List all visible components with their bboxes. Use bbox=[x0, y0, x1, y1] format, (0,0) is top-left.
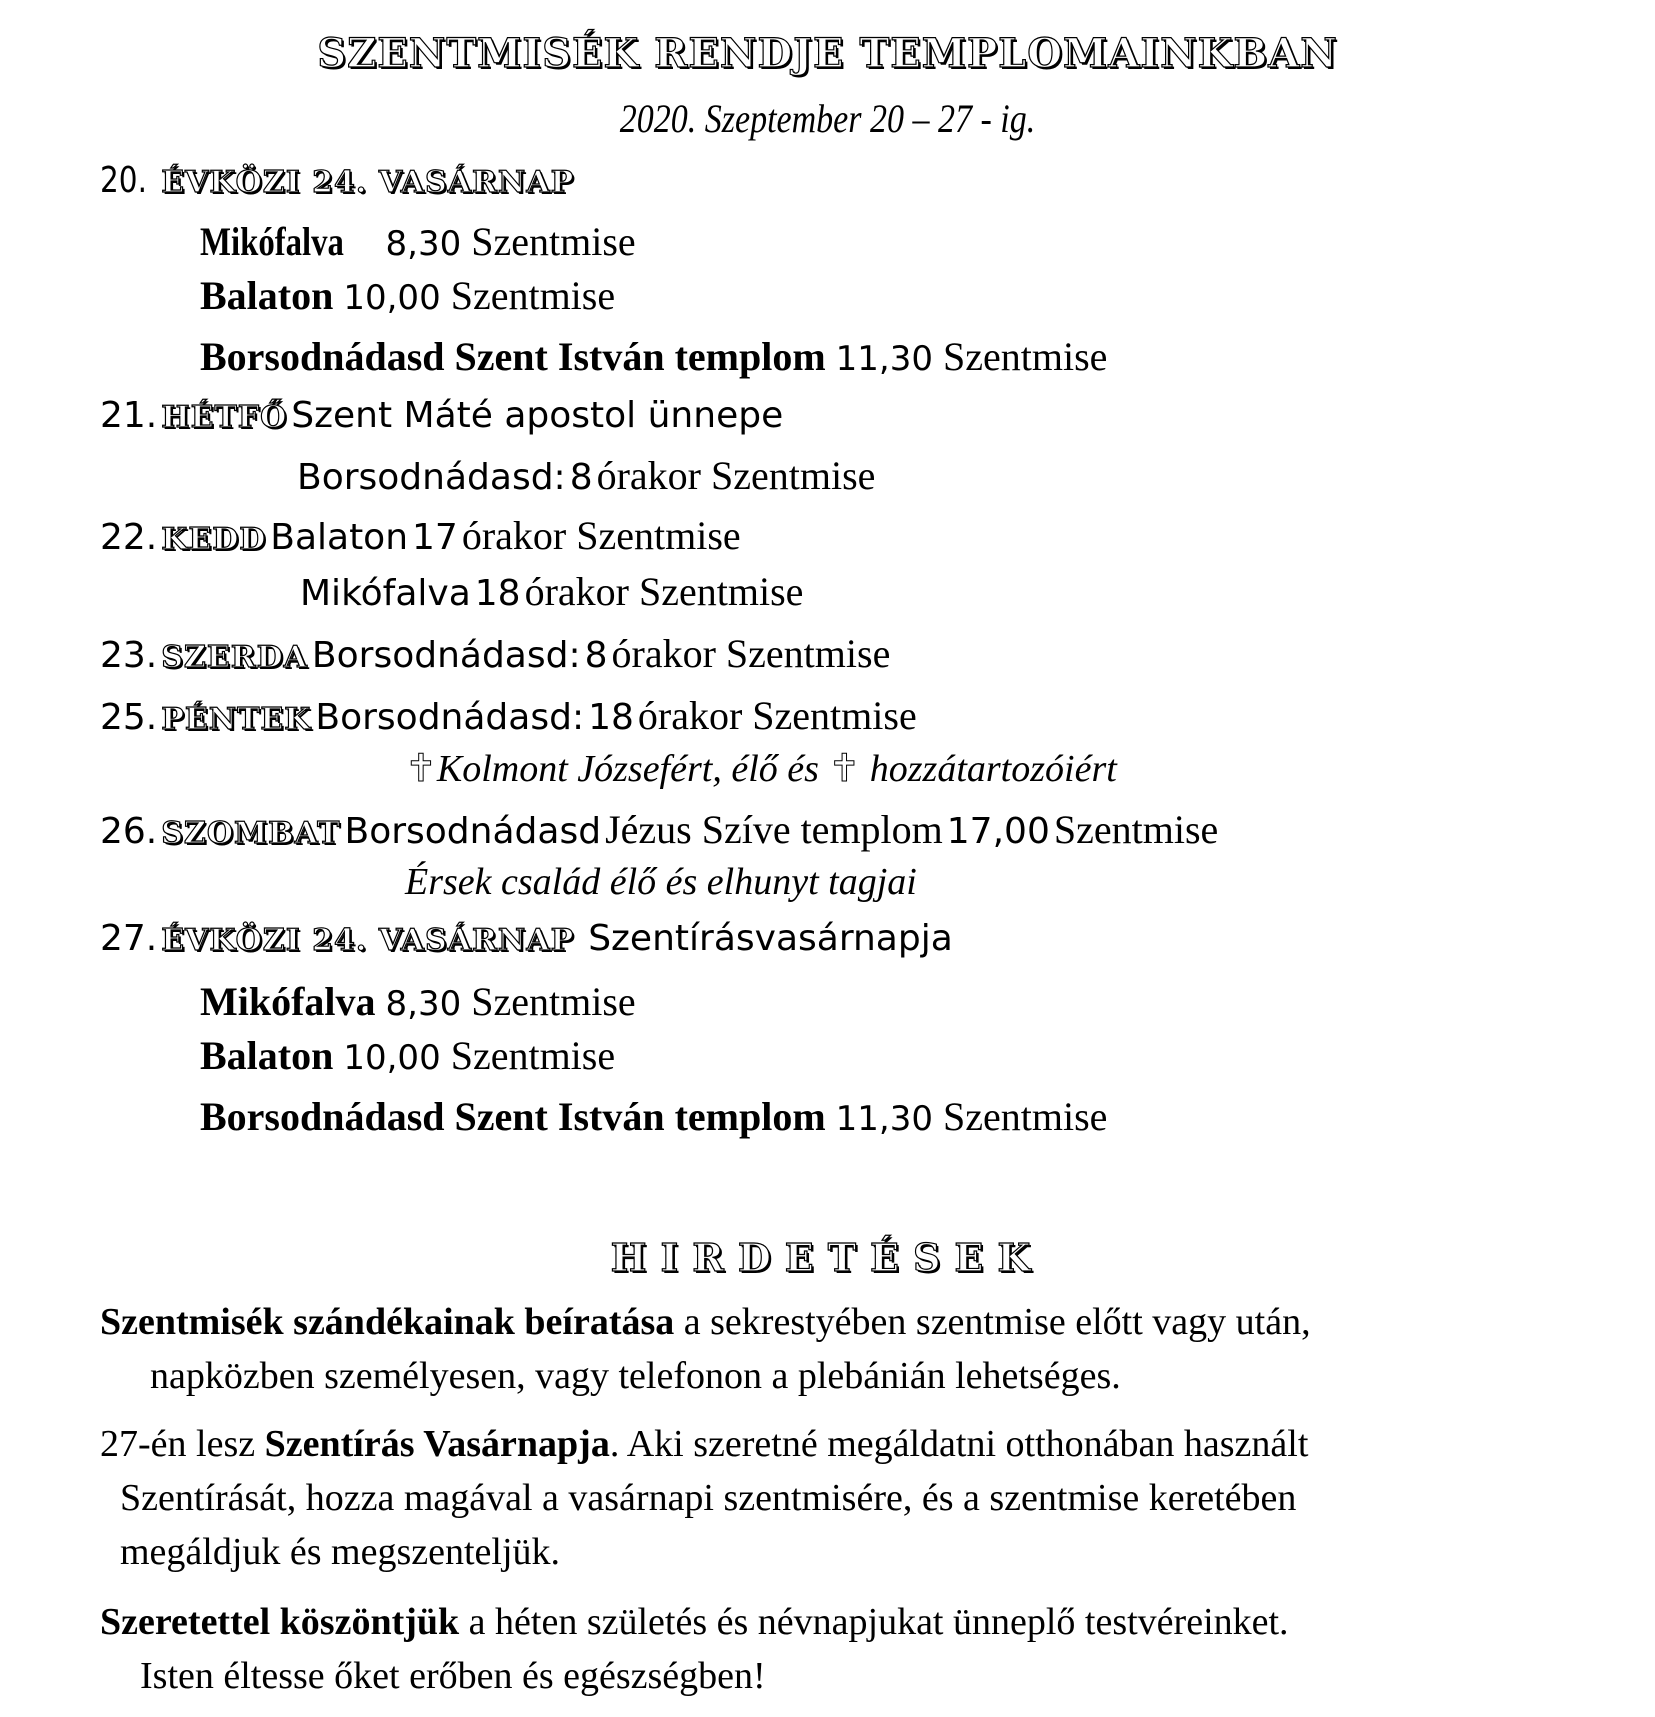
mass-place: Balaton bbox=[200, 273, 334, 318]
mass-time: 17 bbox=[412, 517, 458, 558]
day-name: PÉNTEK bbox=[161, 702, 312, 737]
mass-time: 17,00 bbox=[946, 811, 1050, 852]
mass-place: Mikófalva bbox=[200, 979, 376, 1024]
schedule-day-22 bbox=[100, 512, 741, 559]
announcements-title: HIRDETÉSEK bbox=[610, 1235, 1045, 1280]
mass-place: Balaton bbox=[200, 1033, 334, 1078]
mass-entry bbox=[200, 218, 636, 265]
date-number: 26. bbox=[100, 811, 158, 852]
mass-place: Mikófalva bbox=[200, 219, 344, 264]
schedule-day-23 bbox=[100, 630, 890, 677]
mass-entry bbox=[200, 978, 636, 1025]
mass-time: 11,30 bbox=[835, 339, 933, 379]
announcement-text: a sekrestyében szentmise előtt vagy után, bbox=[674, 1301, 1311, 1343]
mass-label: órakor Szentmise bbox=[596, 453, 876, 498]
mass-entry bbox=[200, 333, 1107, 380]
mass-label: órakor Szentmise bbox=[524, 569, 804, 614]
mass-place: Borsodnádasd bbox=[344, 811, 602, 852]
mass-label: Szentmise bbox=[450, 1033, 616, 1078]
announcement-text: a héten születés és névnapjukat ünneplő testvéreinket. bbox=[459, 1601, 1289, 1643]
mass-intention: Érsek család élő és elhunyt tagjai bbox=[405, 861, 917, 903]
mass-label: órakor Szentmise bbox=[461, 513, 741, 558]
mass-intention bbox=[405, 746, 1117, 791]
announcement-text: megáldjuk és megszenteljük. bbox=[120, 1531, 561, 1573]
mass-entry bbox=[300, 568, 803, 615]
schedule-day-27 bbox=[100, 918, 953, 959]
mass-place: Borsodnádasd Szent István templom bbox=[200, 1094, 826, 1139]
mass-label: Szentmise bbox=[1053, 807, 1219, 852]
mass-label: Szentmise bbox=[471, 219, 636, 264]
mass-time: 10,00 bbox=[343, 1038, 441, 1078]
schedule-day-25 bbox=[100, 692, 917, 739]
announcement-text: Szentírását, hozza magával a vasárnapi szentmisére, és a szentmise keretében bbox=[120, 1477, 1297, 1519]
day-name: ÉVKÖZI 24. VASÁRNAP bbox=[161, 165, 575, 200]
page-title: SZENTMISÉK RENDJE TEMPLOMAINKBAN bbox=[317, 30, 1338, 77]
mass-place: Borsodnádasd Szent István templom bbox=[200, 334, 826, 379]
schedule-day-21 bbox=[100, 395, 783, 436]
mass-place: Borsodnádasd: bbox=[297, 457, 566, 498]
feast-name: Szent Máté apostol ünnepe bbox=[291, 395, 784, 436]
mass-entry bbox=[200, 1093, 1107, 1140]
mass-label: órakor Szentmise bbox=[637, 693, 917, 738]
mass-entry bbox=[200, 272, 615, 319]
cross-icon: ✝ bbox=[828, 748, 861, 790]
announcement-bold: Szentmisék szándékainak beíratása bbox=[100, 1301, 675, 1343]
announcement-bold: Szeretettel köszöntjük bbox=[100, 1601, 460, 1643]
mass-time: 18 bbox=[474, 573, 521, 614]
date-number: 27. bbox=[100, 918, 158, 959]
schedule-day-20 bbox=[100, 160, 574, 201]
mass-label: Szentmise bbox=[450, 273, 616, 318]
announcement-text: 27-én lesz bbox=[100, 1423, 265, 1465]
feast-name: Szentírásvasárnapja bbox=[588, 918, 953, 959]
date-number: 20. bbox=[100, 160, 147, 201]
mass-time: 11,30 bbox=[835, 1099, 933, 1139]
date-number: 22. bbox=[100, 517, 158, 558]
mass-place: Borsodnádasd: bbox=[315, 697, 585, 738]
cross-icon: ✝ bbox=[405, 748, 437, 790]
announcement-text: napközben személyesen, vagy telefonon a plebánián lehetséges. bbox=[150, 1355, 1121, 1397]
day-name: SZOMBAT bbox=[161, 816, 341, 851]
intention-text: hozzátartozóiért bbox=[869, 748, 1117, 790]
day-name: KEDD bbox=[161, 522, 267, 557]
announcement-text: Isten éltesse őket erőben és egészségben! bbox=[140, 1655, 766, 1697]
mass-label: Szentmise bbox=[943, 1094, 1108, 1139]
day-name: SZERDA bbox=[161, 640, 308, 675]
mass-entry bbox=[297, 452, 875, 499]
mass-time: 8 bbox=[569, 457, 593, 498]
mass-label: órakor Szentmise bbox=[611, 631, 891, 676]
church-name: Jézus Szíve templom bbox=[605, 807, 943, 852]
day-name: ÉVKÖZI 24. VASÁRNAP bbox=[161, 923, 575, 958]
date-range-subtitle: 2020. Szeptember 20 – 27 - ig. bbox=[619, 96, 1036, 141]
schedule-day-26 bbox=[100, 806, 1218, 853]
mass-time: 8,30 bbox=[385, 224, 462, 264]
mass-place: Balaton bbox=[270, 517, 409, 558]
intention-text: Kolmont Józsefért, élő és bbox=[436, 748, 819, 790]
mass-time: 10,00 bbox=[343, 278, 441, 318]
date-number: 25. bbox=[100, 697, 158, 738]
mass-time: 8 bbox=[584, 635, 608, 676]
mass-label: Szentmise bbox=[943, 334, 1108, 379]
date-number: 23. bbox=[100, 635, 158, 676]
mass-place: Mikófalva bbox=[300, 573, 471, 614]
announcement-item bbox=[100, 1300, 1311, 1344]
announcement-item bbox=[100, 1422, 1308, 1466]
mass-label: Szentmise bbox=[471, 979, 636, 1024]
mass-time: 18 bbox=[588, 697, 634, 738]
announcement-item bbox=[100, 1600, 1289, 1644]
mass-place: Borsodnádasd: bbox=[311, 635, 581, 676]
day-name: HÉTFŐ bbox=[161, 400, 288, 435]
announcement-bold: Szentírás Vasárnapja bbox=[264, 1423, 610, 1465]
announcement-text: . Aki szeretné megáldatni otthonában használt bbox=[609, 1423, 1309, 1465]
date-number: 21. bbox=[100, 395, 158, 436]
mass-entry bbox=[200, 1032, 615, 1079]
mass-time: 8,30 bbox=[385, 984, 462, 1024]
